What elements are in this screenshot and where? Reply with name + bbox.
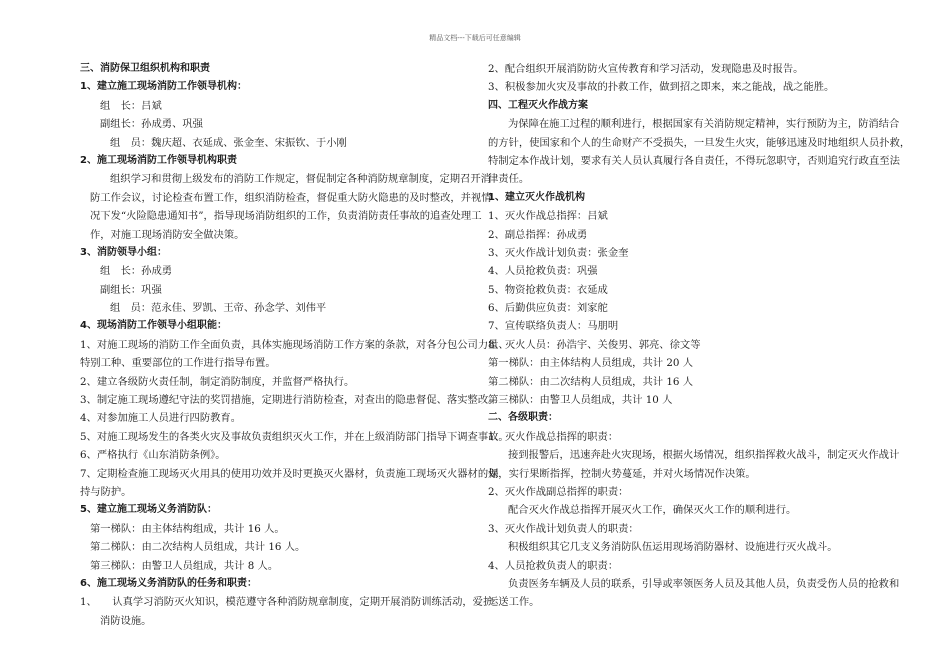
text-line: 副组长：孙成勇、巩强 xyxy=(100,118,203,131)
text-line: 第三梯队：由警卫人员组成，共计 8 人。 xyxy=(90,559,279,572)
text-line: 2、副总指挥：孙成勇 xyxy=(488,228,588,241)
text-line: 3、灭火作战计划负责人的职责： xyxy=(488,522,639,535)
text-line: 3、灭火作战计划负责：张金奎 xyxy=(488,246,629,259)
section-heading: 1、建立灭火作战机构 xyxy=(488,191,585,203)
text-line: 特别工种、重要部位的工作进行指导布置。 xyxy=(80,357,276,370)
section-heading: 5、建立施工现场义务消防队： xyxy=(80,504,217,516)
text-line: 5、对施工现场发生的各类火灾及事故负责组织灭火工作，并在上级消防部门指导下调查事故。 xyxy=(80,430,509,443)
text-line: 5、物资抢救负责：衣延成 xyxy=(488,283,608,296)
text-line: 2、配合组织开展消防防火宣传教育和学习活动，发现隐患及时报告。 xyxy=(488,63,804,75)
text-line: 4、人员抢救负责人的职责： xyxy=(488,559,619,572)
text-line: 接到报警后，迅速奔赴火灾现场，根据火场情况，组织指挥救火战斗，制定灭火作战计 xyxy=(508,449,900,462)
text-line: 6、严格执行《山东消防条例》。 xyxy=(80,449,226,462)
section-heading: 二、各级职责： xyxy=(488,412,558,424)
section-heading: 4、现场消防工作领导小组职能： xyxy=(80,320,227,332)
text-line: 组 员：魏庆超、衣延成、张金奎、宋振钦、于小刚 xyxy=(110,136,347,149)
text-line: 特制定本作战计划，要求有关人员认真履行各自责任，不得玩忽职守，否则追究行政直至法 xyxy=(488,154,900,167)
section-heading: 四、工程灭火作战方案 xyxy=(488,99,588,111)
text-line: 持与防护。 xyxy=(80,485,132,498)
text-line: 防工作会议，讨论检查布置工作，组织消防检查，督促重大防火隐患的及时整改，并视情 xyxy=(90,191,492,204)
text-line: 划，实行果断指挥，控制火势蔓延，并对火场情况作决策。 xyxy=(488,467,756,480)
right-column xyxy=(488,60,911,612)
section-heading: 2、施工现场消防工作领导机构职责 xyxy=(80,154,237,166)
text-line: 负责医务车辆及人员的联系，引导或率领医务人员及其他人员，负责受伤人员的抢救和 xyxy=(508,577,900,590)
text-line: 组 员：范永佳、罗凯、王帝、孙念学、刘伟平 xyxy=(110,302,327,315)
text-line: 第一梯队：由主体结构人员组成，共计 20 人 xyxy=(488,357,693,370)
text-line: 1、 认真学习消防灭火知识，模范遵守各种消防规章制度，定期开展消防训练活动，爱护 xyxy=(80,596,494,609)
text-line: 第二梯队：由二次结构人员组成，共计 16 人。 xyxy=(90,541,306,554)
text-line: 组织学习和贯彻上级发布的消防工作规定，督促制定各种消防规章制度，定期召开消 xyxy=(110,173,491,186)
page-header: 精品文档---下载后可任意编辑 xyxy=(429,34,521,42)
text-line: 2、建立各级防火责任制，制定消防制度，并监督严格执行。 xyxy=(80,375,355,388)
text-line: 1、灭火作战总指挥：吕斌 xyxy=(488,210,608,223)
text-line: 4、对参加施工人员进行四防教育。 xyxy=(80,412,242,425)
section-heading: 三、消防保卫组织机构和职责 xyxy=(80,63,210,74)
section-heading: 3、消防领导小组： xyxy=(80,246,167,258)
text-line: 3、积极参加火灾及事故的扑救工作，做到招之即来，来之能战，战之能胜。 xyxy=(488,81,835,94)
text-line: 4、人员抢救负责：巩强 xyxy=(488,265,598,278)
text-line: 况下发“火险隐患通知书”，指导现场消防组织的工作，负责消防责任事故的追查处理工 xyxy=(90,210,482,223)
text-line: 1、灭火作战总指挥的职责： xyxy=(488,430,619,443)
text-line: 副组长：巩强 xyxy=(100,283,162,296)
text-line: 1、对施工现场的消防工作全面负责，具体实施现场消防工作方案的条款，对各分包公司力量、 xyxy=(80,338,509,351)
text-line: 第二梯队：由二次结构人员组成，共计 16 人 xyxy=(488,375,693,388)
text-line: 积极组织其它几支义务消防队伍运用现场消防器材、设施进行灭火战斗。 xyxy=(508,541,838,554)
text-line: 2、灭火作战副总指挥的职责： xyxy=(488,485,629,498)
text-line: 8、灭火人员：孙浩宇、关俊男、郭亮、徐文等 xyxy=(488,338,701,351)
section-heading: 6、施工现场义务消防队的任务和职责： xyxy=(80,577,257,589)
text-line: 7、定期检查施工现场灭火用具的使用功效并及时更换灭火器材，负责施工现场灭火器材的保 xyxy=(80,467,499,480)
text-line: 律责任。 xyxy=(488,173,530,186)
text-line: 第三梯队：由警卫人员组成，共计 10 人 xyxy=(488,394,673,407)
text-line: 7、宣传联络负责人：马朋明 xyxy=(488,320,619,333)
text-line: 组 长：孙成勇 xyxy=(100,265,173,278)
text-line: 的方针，使国家和个人的生命财产不受损失，一旦发生火灾，能够迅速及时地组织人员扑救， xyxy=(488,136,911,149)
text-line: 运送工作。 xyxy=(488,596,540,609)
section-heading: 1、建立施工现场消防工作领导机构： xyxy=(80,81,247,93)
text-line: 作，对施工现场消防安全做决策。 xyxy=(90,228,245,241)
text-line: 消防设施。 xyxy=(100,614,152,627)
text-line: 3、制定施工现场遵纪守法的奖罚措施，定期进行消防检查，对查出的隐患督促、落实整改。 xyxy=(80,394,499,407)
text-line: 6、后勤供应负责：刘家舵 xyxy=(488,302,608,315)
text-line: 为保障在施工过程的顺利进行，根据国家有关消防规定精神，实行预防为主，防消结合 xyxy=(508,118,900,131)
text-line: 配合灭火作战总指挥开展灭火工作，确保灭火工作的顺利进行。 xyxy=(508,504,797,517)
text-line: 组 长：吕斌 xyxy=(100,99,162,112)
text-line: 第一梯队：由主体结构组成，共计 16 人。 xyxy=(90,522,285,535)
